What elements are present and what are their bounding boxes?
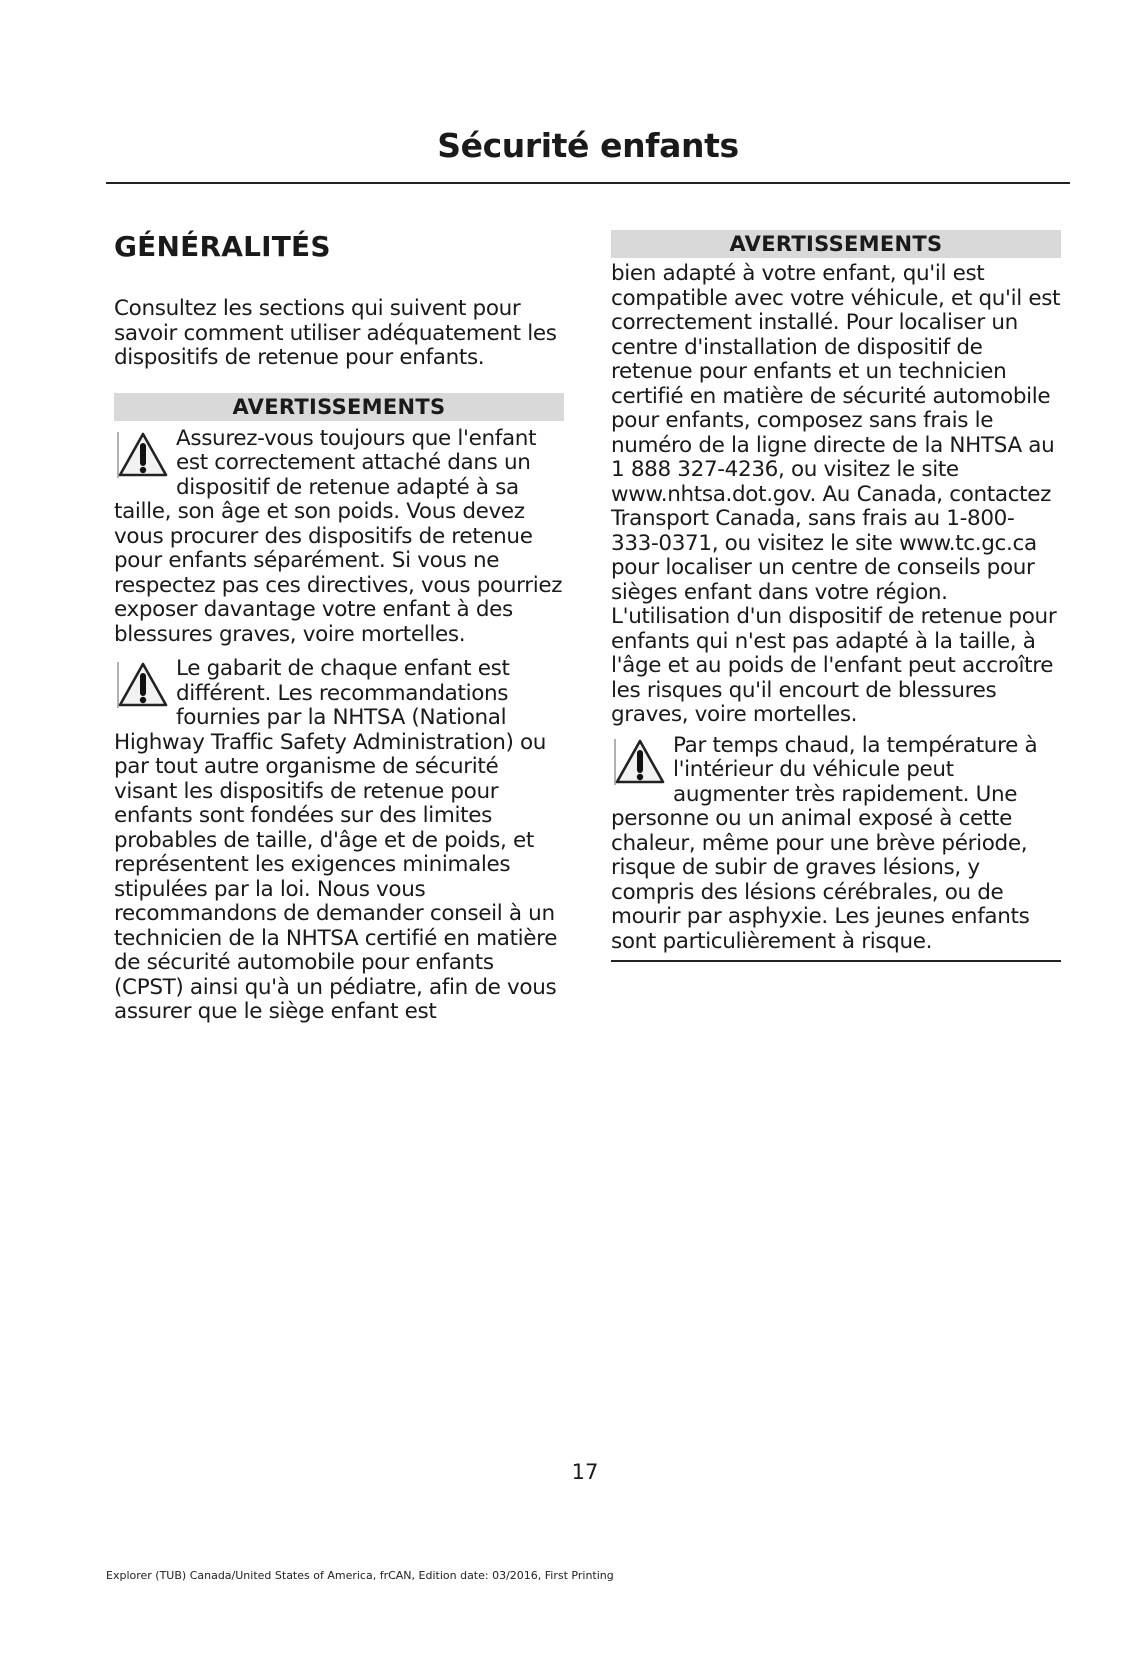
warnings-header: AVERTISSEMENTS: [611, 230, 1061, 258]
warning-triangle-icon: [114, 661, 170, 709]
warnings-end-divider: [611, 960, 1061, 962]
warning-triangle-icon: [114, 431, 170, 479]
warning-item: [611, 734, 1061, 955]
footer-edition-info: Explorer (TUB) Canada/United States of America, frCAN, Edition date: 03/2016, First Printing: [106, 1569, 614, 1582]
section-heading: GÉNÉRALITÉS: [114, 230, 331, 263]
intro-paragraph: Consultez les sections qui suivent pour savoir comment utiliser adéquatement les dispositifs de retenue pour enfants.: [114, 296, 557, 370]
warning-item: [114, 427, 564, 648]
left-column: [114, 228, 564, 1025]
warning-text: Par temps chaud, la température à l'intérieur du véhicule peut augmenter très rapidement. Une personne ou un animal exposé à cette chaleur, même pour une brève période, risque de subir de graves lésions, y compris des lésions cérébrales, ou de mourir par asphyxie. Les jeunes enfants sont particulièrement à risque.: [611, 732, 1038, 954]
page-number: 17: [571, 1460, 599, 1484]
warning-item: [114, 657, 564, 1025]
warnings-header: AVERTISSEMENTS: [114, 393, 564, 421]
right-column: [611, 230, 1061, 962]
page-title: Sécurité enfants: [437, 126, 739, 165]
title-divider: [106, 182, 1070, 184]
warning-triangle-icon: [611, 738, 667, 786]
warning-text: Le gabarit de chaque enfant est différent. Les recommandations fournies par la NHTSA (National Highway Traffic Safety Administration) ou par tout autre organisme de sécurité visant les dispositifs de retenue pour enfants sont fondées sur des limites probables de taille, d'âge et de poids, et représentent les exigences minimales stipulées par la loi. Nous vous recommandons de demander conseil à un technicien de la NHTSA certifié en matière de sécurité automobile pour enfants (CPST) ainsi qu'à un pédiatre, afin de vous assurer que le siège enfant est: [114, 656, 558, 1024]
warning-continuation-text: bien adapté à votre enfant, qu'il est compatible avec votre véhicule, et qu'il est correctement installé. Pour localiser un centre d'installation de dispositif de retenue pour enfants et un technicien certifié en matière de sécurité automobile pour enfants, composez sans frais le numéro de la ligne directe de la NHTSA au 1 888 327-4236, ou visitez le site www.nhtsa.dot.gov. Au Canada, contactez Transport Canada, sans frais au 1-800-333-0371, ou visitez le site www.tc.gc.ca pour localiser un centre de conseils pour sièges enfant dans votre région. L'utilisation d'un dispositif de retenue pour enfants qui n'est pas adapté à la taille, à l'âge et au poids de l'enfant peut accroître les risques qu'il encourt de blessures graves, voire mortelles.: [611, 261, 1061, 727]
warning-text: Assurez-vous toujours que l'enfant est correctement attaché dans un dispositif de retenue adapté à sa taille, son âge et son poids. Vous devez vous procurer des dispositifs de retenue pour enfants séparément. Si vous ne respectez pas ces directives, vous pourriez exposer davantage votre enfant à des blessures graves, voire mortelles.: [114, 425, 563, 647]
